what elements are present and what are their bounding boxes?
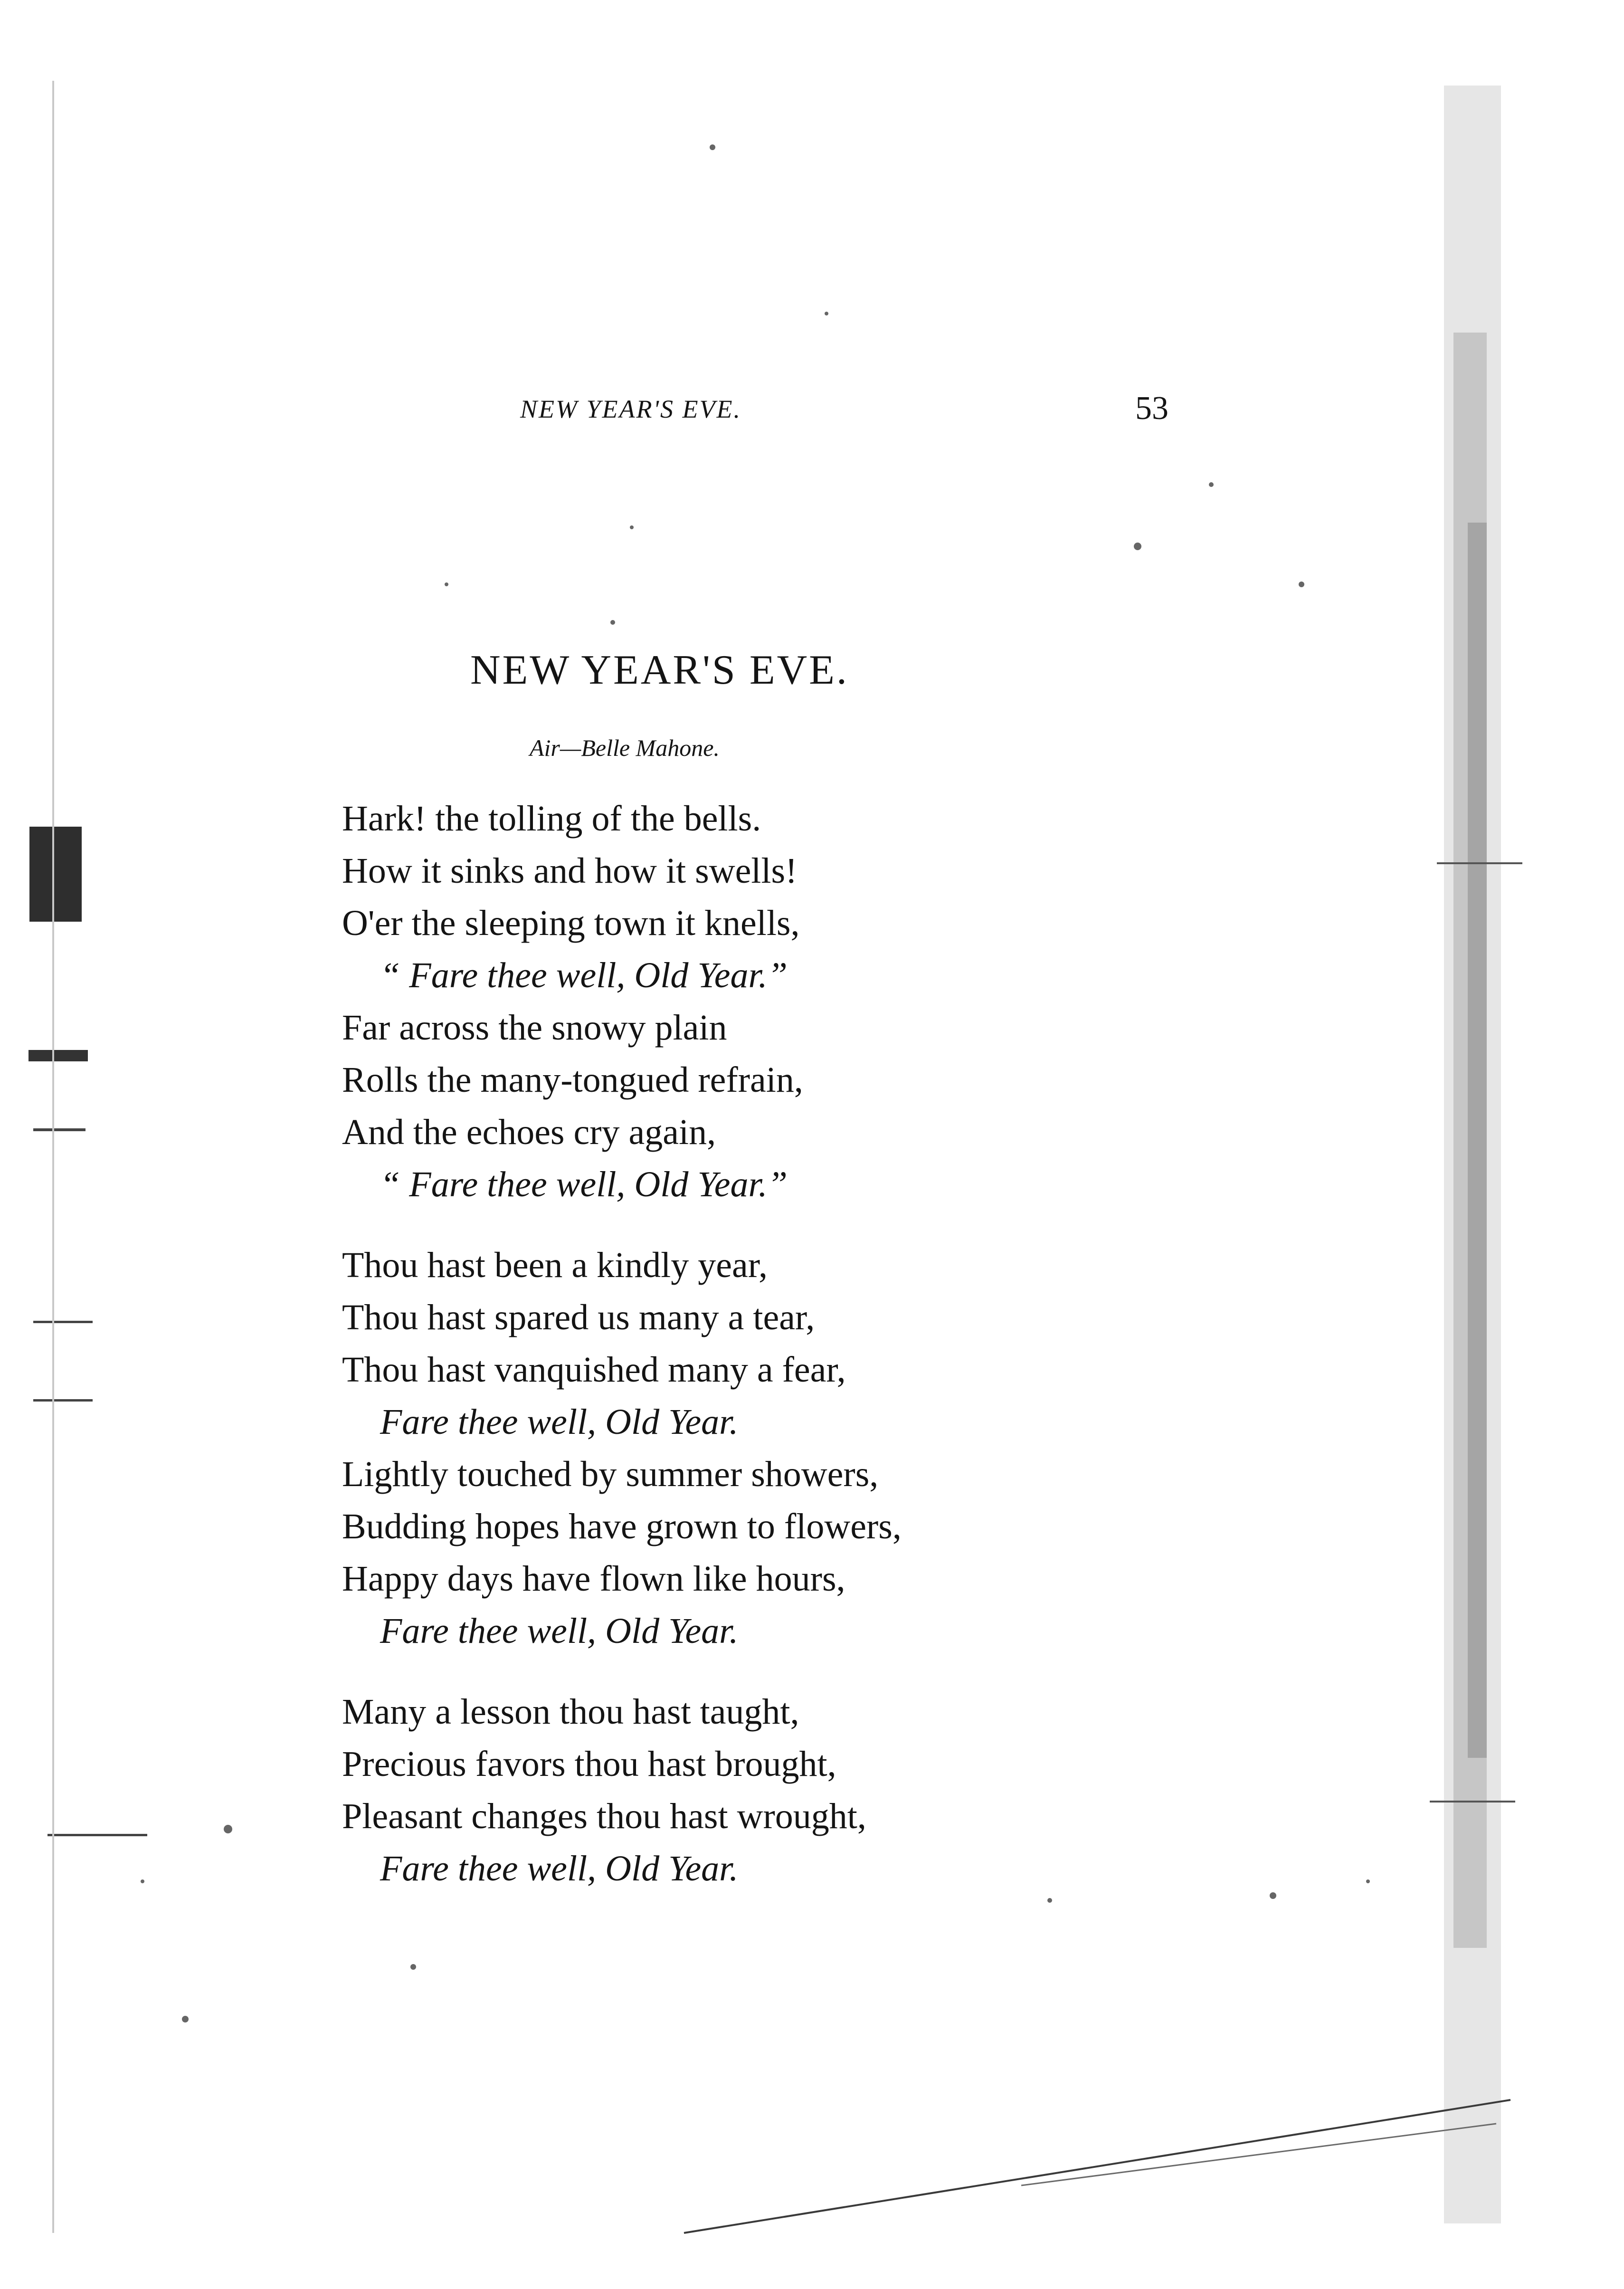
poem-line: Lightly touched by summer showers, [342, 1454, 879, 1494]
poem-air-note: Air—Belle Mahone. [530, 734, 720, 761]
poem-line: Thou hast vanquished many a fear, [342, 1350, 846, 1390]
poem-line: Precious favors thou hast brought, [342, 1744, 836, 1784]
left-edge-mark-2 [28, 1050, 88, 1061]
poem-line: Thou hast spared us many a tear, [342, 1297, 815, 1337]
poem-line: Pleasant changes thou hast wrought, [342, 1796, 866, 1836]
poem-refrain-line: “ Fare thee well, Old Year.” [380, 955, 788, 995]
poem-line: How it sinks and how it swells! [342, 851, 798, 891]
poem-line: Far across the snowy plain [342, 1008, 727, 1048]
poem-line: Thou hast been a kindly year, [342, 1245, 768, 1285]
left-edge-mark-1 [29, 827, 82, 922]
poem-line: Hark! the tolling of the bells. [342, 799, 761, 839]
poem-line: Budding hopes have grown to flowers, [342, 1507, 902, 1546]
poem-title: NEW YEAR'S EVE. [470, 647, 849, 693]
poem-refrain-line: Fare thee well, Old Year. [380, 1611, 739, 1651]
bottom-scan-line [684, 2100, 1510, 2233]
poem-line: O'er the sleeping town it knells, [342, 903, 800, 943]
poem-refrain-line: Fare thee well, Old Year. [380, 1849, 739, 1888]
poem-line: Many a lesson thou hast taught, [342, 1692, 799, 1732]
poem-line: And the echoes cry again, [342, 1112, 716, 1152]
running-head-title: NEW YEAR'S EVE. [520, 395, 741, 423]
poem-line: Rolls the many-tongued refrain, [342, 1060, 803, 1100]
page-number: 53 [1135, 390, 1168, 427]
poem-refrain-line: Fare thee well, Old Year. [380, 1402, 739, 1442]
poem-refrain-line: “ Fare thee well, Old Year.” [380, 1164, 788, 1204]
poem-line: Happy days have flown like hours, [342, 1559, 845, 1599]
